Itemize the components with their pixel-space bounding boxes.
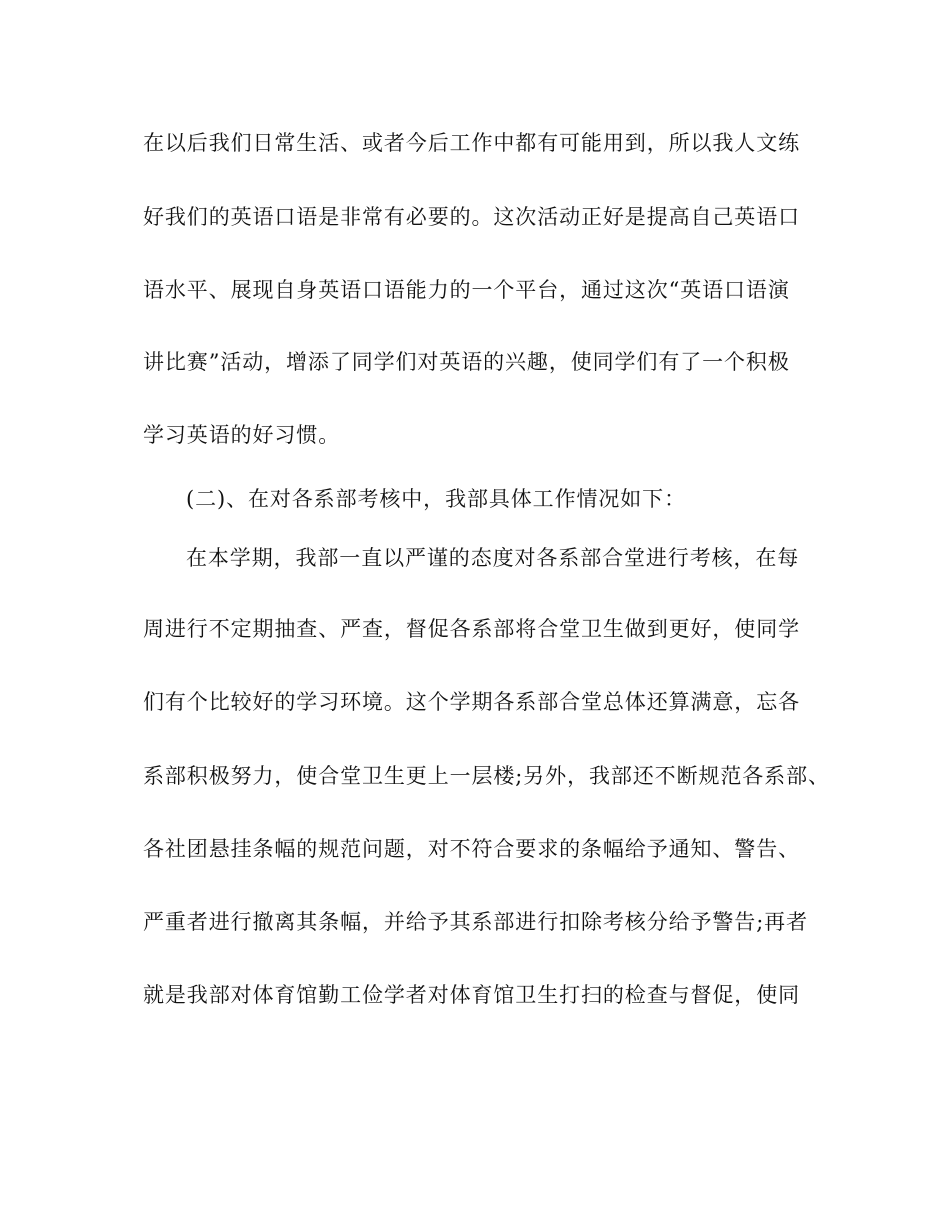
body-text-line: 各社团悬挂条幅的规范问题，对不符合要求的条幅给予通知、警告、 — [143, 837, 800, 861]
section-heading: (二)、在对各系部考核中，我部具体工作情况如下： — [186, 487, 686, 511]
body-text-line: 学习英语的好习惯。 — [143, 423, 341, 447]
body-text-line: 好我们的英语口语是非常有必要的。这次活动正好是提高自己英语口 — [143, 205, 800, 229]
body-text-line: 严重者进行撤离其条幅，并给予其系部进行扣除考核分给予警告;再者 — [143, 910, 808, 934]
body-text-line: 在本学期，我部一直以严谨的态度对各系部合堂进行考核，在每 — [186, 546, 800, 570]
body-text-line: 系部积极努力，使合堂卫生更上一层楼;另外，我部还不断规范各系部、 — [143, 764, 830, 788]
body-text-line: 们有个比较好的学习环境。这个学期各系部合堂总体还算满意，忘各 — [143, 690, 800, 714]
body-text-line: 讲比赛”活动，增添了同学们对英语的兴趣，使同学们有了一个积极 — [143, 350, 790, 374]
body-text-line: 语水平、展现自身英语口语能力的一个平台，通过这次“英语口语演 — [143, 278, 790, 302]
body-text-line: 在以后我们日常生活、或者今后工作中都有可能用到，所以我人文练 — [143, 131, 800, 155]
body-text-line: 周进行不定期抽查、严查，督促各系部将合堂卫生做到更好，使同学 — [143, 617, 800, 641]
body-text-line: 就是我部对体育馆勤工俭学者对体育馆卫生打扫的检查与督促，使同 — [143, 983, 800, 1007]
